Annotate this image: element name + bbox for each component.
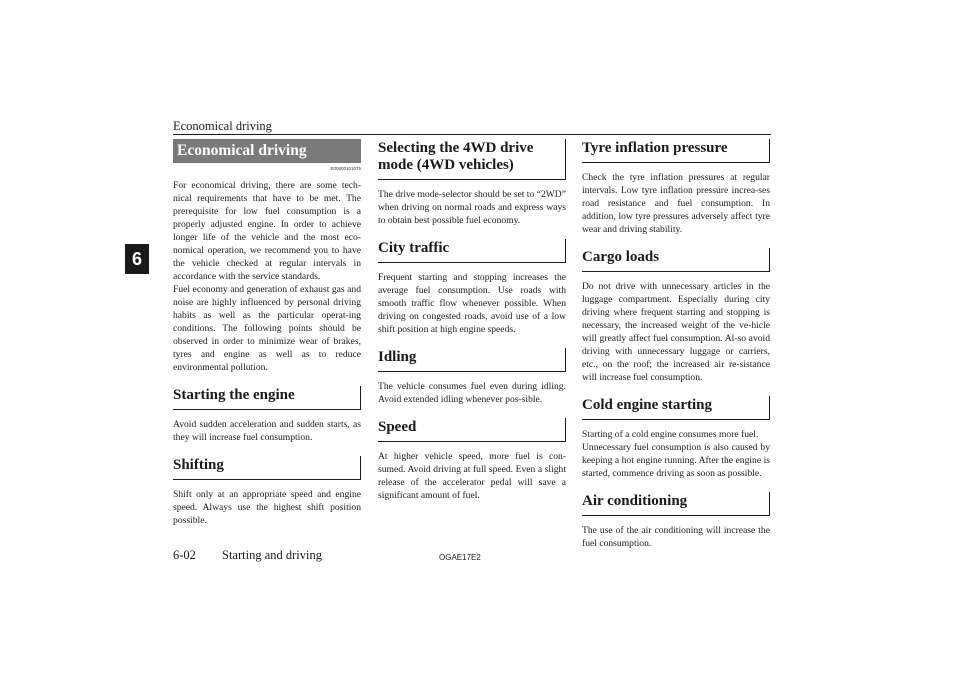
starting-engine-text: Avoid sudden acceleration and sudden starts, as they will increase fuel consumption. xyxy=(173,419,361,443)
section-code: E00600101076 xyxy=(330,166,361,171)
heading-city-traffic: City traffic xyxy=(378,239,566,263)
speed-text: At higher vehicle speed, more fuel is con-sumed. Avoid driving at full speed. Even a slight release of the accelerator pedal will save a significant amount of fuel. xyxy=(378,451,566,501)
heading-shifting: Shifting xyxy=(173,456,361,480)
drive-mode-text: The drive mode-selector should be set to “2WD” when driving on normal roads and express ways to obtain best possible fuel economy. xyxy=(378,189,566,226)
heading-air-conditioning: Air conditioning xyxy=(582,492,770,516)
running-title: Economical driving xyxy=(173,119,272,133)
column-1 xyxy=(173,139,361,539)
idling-text: The vehicle consumes fuel even during idling. Avoid extended idling whenever pos-sible. xyxy=(378,381,566,405)
heading-idling: Idling xyxy=(378,348,566,372)
city-traffic-text: Frequent starting and stopping increases the average fuel consumption. Use roads with smooth traffic flow whenever possible. When driving on congested roads, avoid use of a low shift position at high engine speeds. xyxy=(378,272,566,335)
heading-starting-engine: Starting the engine xyxy=(173,386,361,410)
intro-paragraph-2: Fuel economy and generation of exhaust gas and noise are highly influenced by personal driving habits as well as the particular operat-ing conditions. The following points should be observed in order to minimize wear of brakes, tyres and engine as well as to reduce environmental pollution. xyxy=(173,284,361,373)
heading-drive-mode: Selecting the 4WD drive mode (4WD vehicles) xyxy=(378,139,566,180)
heading-tyre-pressure: Tyre inflation pressure xyxy=(582,139,770,163)
cold-engine-text-2: Unnecessary fuel consumption is also caused by keeping a hot engine running. After the engine is started, commence driving as soon as possible. xyxy=(582,442,770,479)
heading-speed: Speed xyxy=(378,418,566,442)
heading-cargo-loads: Cargo loads xyxy=(582,248,770,272)
column-2 xyxy=(378,139,566,514)
header-rule xyxy=(173,134,771,135)
chapter-tab: 6 xyxy=(125,244,149,274)
footer-doc-code: OGAE17E2 xyxy=(439,553,481,562)
tyre-pressure-text: Check the tyre inflation pressures at regular intervals. Low tyre inflation pressure increa-ses road resistance and fuel consumption. In addition, low tyre pressures adversely affect tyre wear and driving stability. xyxy=(582,172,770,235)
cold-engine-text-1: Starting of a cold engine consumes more fuel. xyxy=(582,429,759,440)
footer-chapter-name: Starting and driving xyxy=(222,548,322,562)
intro-paragraph-1: For economical driving, there are some tech-nical requirements that have to be met. The prerequisite for low fuel consumption is a properly adjusted engine. In order to achieve longer life of the vehicle and the most eco-nomical operation, we recommend you to have the vehicle checked at regular intervals in accordance with the service standards. xyxy=(173,180,361,282)
page-number: 6-02 xyxy=(173,548,196,562)
air-conditioning-text: The use of the air conditioning will increase the fuel consumption. xyxy=(582,525,770,549)
column-3 xyxy=(582,139,770,562)
cargo-loads-text: Do not drive with unnecessary articles in the luggage compartment. Especially during city driving where frequent starting and stopping is necessary, the increased weight of the ve-hicle will greatly affect fuel consumption. Al-so avoid driving with unnecessary luggage or carriers, etc., on the roof; the increased air re-sistance will increase fuel consumption. xyxy=(582,281,770,383)
heading-cold-engine: Cold engine starting xyxy=(582,396,770,420)
section-banner: Economical driving xyxy=(173,139,361,163)
shifting-text: Shift only at an appropriate speed and engine speed. Always use the highest shift position possible. xyxy=(173,489,361,526)
